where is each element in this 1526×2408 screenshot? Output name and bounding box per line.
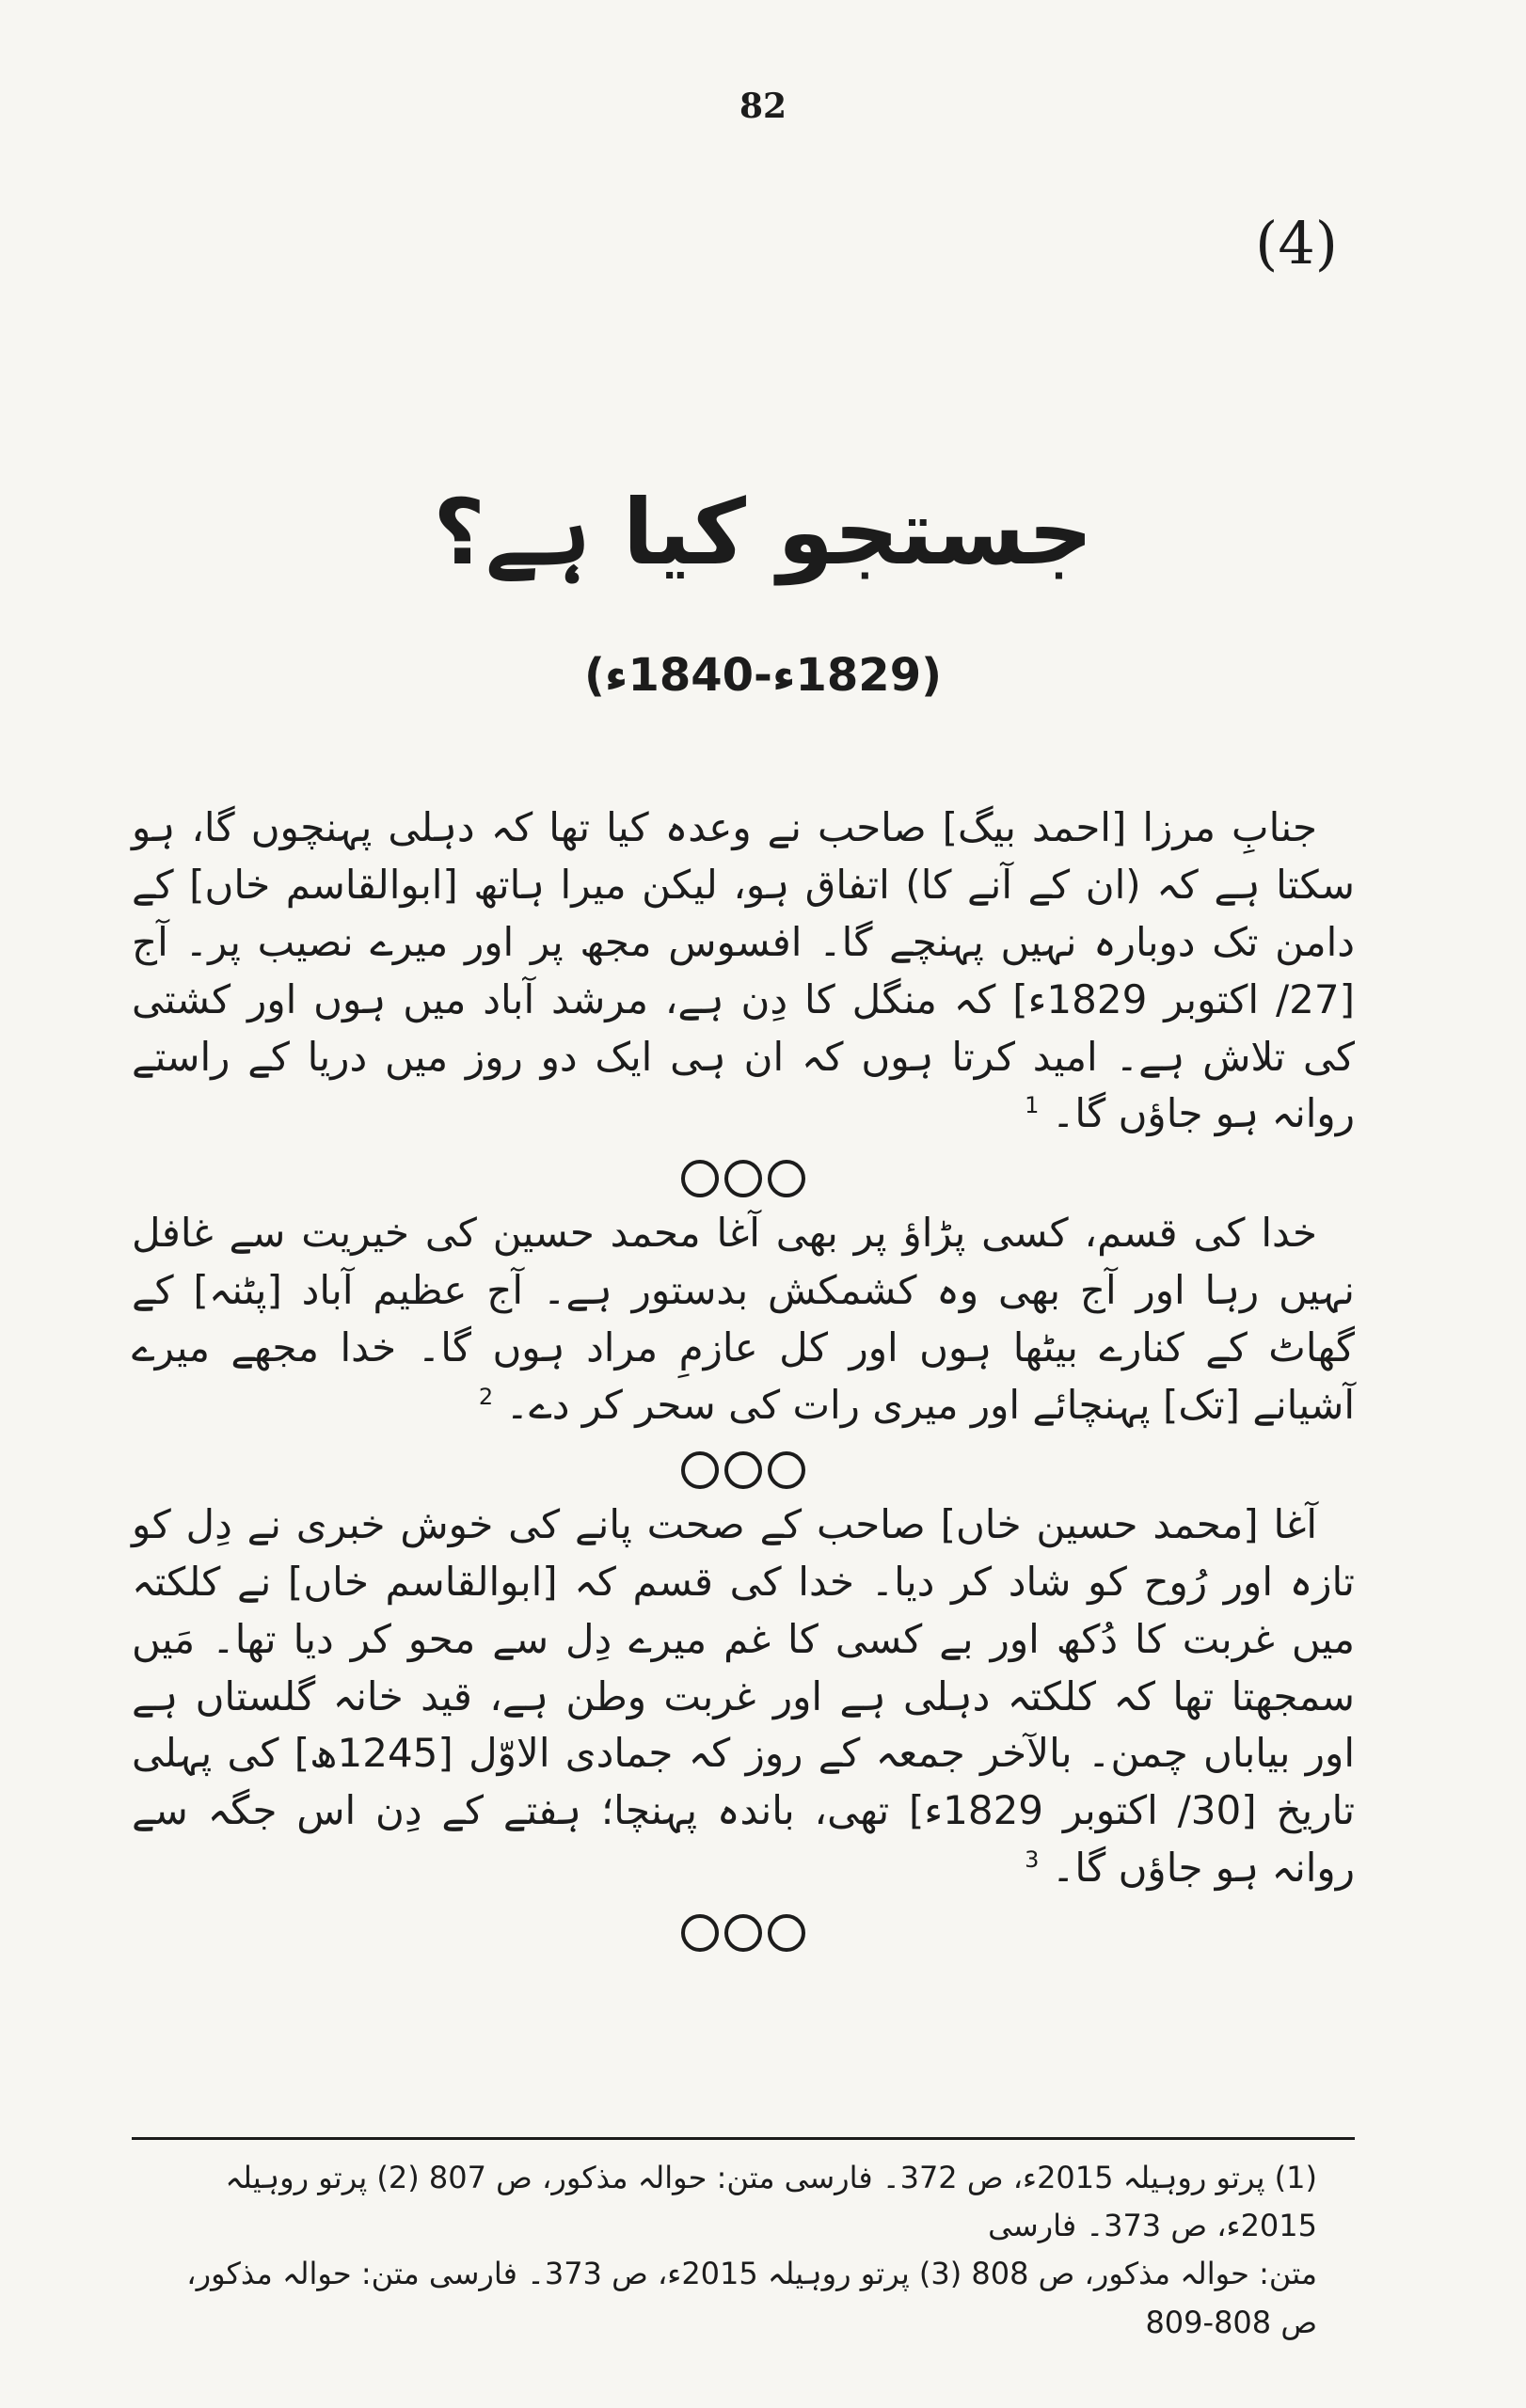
footnote-line: متن: حوالہ مذکور، ص 808 (3) پرتو روہیلہ 2015ء، ص 373۔ فارسی متن: حوالہ مذکور، ص 808-809 <box>186 2256 1317 2340</box>
footnote-reference: 2 <box>478 1384 494 1411</box>
circle-ornament-icon <box>768 1451 805 1489</box>
footnote-line: (1) پرتو روہیلہ 2015ء، ص 372۔ فارسی متن: حوالہ مذکور، ص 807 (2) پرتو روہیلہ 2015ء، ص 373۔ فارسی <box>225 2160 1317 2244</box>
paragraph-text: آغا [محمد حسین خاں] صاحب کے صحت پانے کی خوش خبری نے دِل کو تازہ اور رُوح کو شاد کر دیا۔ خدا کی قسم کہ [ابوالقاسم خاں] نے کلکتہ میں غربت کا دُکھ اور بے کسی کا غم میرے دِل سے محو کر دیا تھا۔ مَیں سمجھتا تھا کہ کلکتہ دہلی ہے اور غربت وطن ہے، قید خانہ گلستاں ہے اور بیاباں چمن۔ بالآخر جمعہ کے روز کہ جمادی الاوّل [1245ھ] کی پہلی تاریخ [30/ اکتوبر 1829ء] تھی، باندہ پہنچا؛ ہفتے کے دِن اس جگہ سے روانہ ہو جاؤں گا۔ <box>132 1500 1356 1892</box>
paragraph-text: خدا کی قسم، کسی پڑاؤ پر بھی آغا محمد حسین کی خیریت سے غافل نہیں رہا اور آج بھی وہ کشمکش بدستور ہے۔ آج عظیم آباد [پٹنہ] کے گھاٹ کے کنارے بیٹھا ہوں اور کل عازمِ مراد ہوں گا۔ خدا مجھے میرے آشیانے [تک] پہنچائے اور میری رات کی سحر کر دے۔ <box>132 1210 1355 1429</box>
circle-ornament-icon <box>724 1451 762 1489</box>
circle-ornament-icon <box>768 1160 805 1197</box>
footnote-divider <box>132 2137 1355 2140</box>
circle-ornament-icon <box>681 1160 719 1197</box>
paragraph <box>132 1497 1355 1897</box>
page-number: 82 <box>739 87 787 126</box>
circle-ornament-icon <box>768 1914 805 1952</box>
paragraph-text: جنابِ مرزا [احمد بیگ] صاحب نے وعدہ کیا تھا کہ دہلی پہنچوں گا، ہو سکتا ہے کہ (ان کے آنے کا) اتفاق ہو، لیکن میرا ہاتھ [ابوالقاسم خاں] کے دامن تک دوبارہ نہیں پہنچے گا۔ افسوس مجھ پر اور میرے نصیب پر۔ آج [27/ اکتوبر 1829ء] کہ منگل کا دِن ہے، مرشد آباد میں ہوں اور کشتی کی تلاش ہے۔ امید کرتا ہوں کہ ان ہی ایک دو روز میں دریا کے راستے روانہ ہو جاؤں گا۔ <box>132 804 1355 1137</box>
footnote-reference: 1 <box>1025 1092 1040 1119</box>
circle-ornament-icon <box>681 1451 719 1489</box>
chapter-title: جستجو کیا ہے؟ <box>433 480 1093 585</box>
chapter-number: (4) <box>1255 209 1338 277</box>
section-separator <box>132 1448 1355 1485</box>
body-text <box>132 800 1355 1959</box>
chapter-years: (1829ء-1840ء) <box>583 649 943 702</box>
section-separator <box>132 1156 1355 1194</box>
circle-ornament-icon <box>724 1914 762 1952</box>
circle-ornament-icon <box>681 1914 719 1952</box>
footnote-reference: 3 <box>1025 1846 1040 1874</box>
circle-ornament-icon <box>724 1160 762 1197</box>
section-separator <box>132 1910 1355 1948</box>
paragraph <box>132 800 1355 1143</box>
paragraph <box>132 1205 1355 1434</box>
footnotes <box>169 2154 1317 2347</box>
